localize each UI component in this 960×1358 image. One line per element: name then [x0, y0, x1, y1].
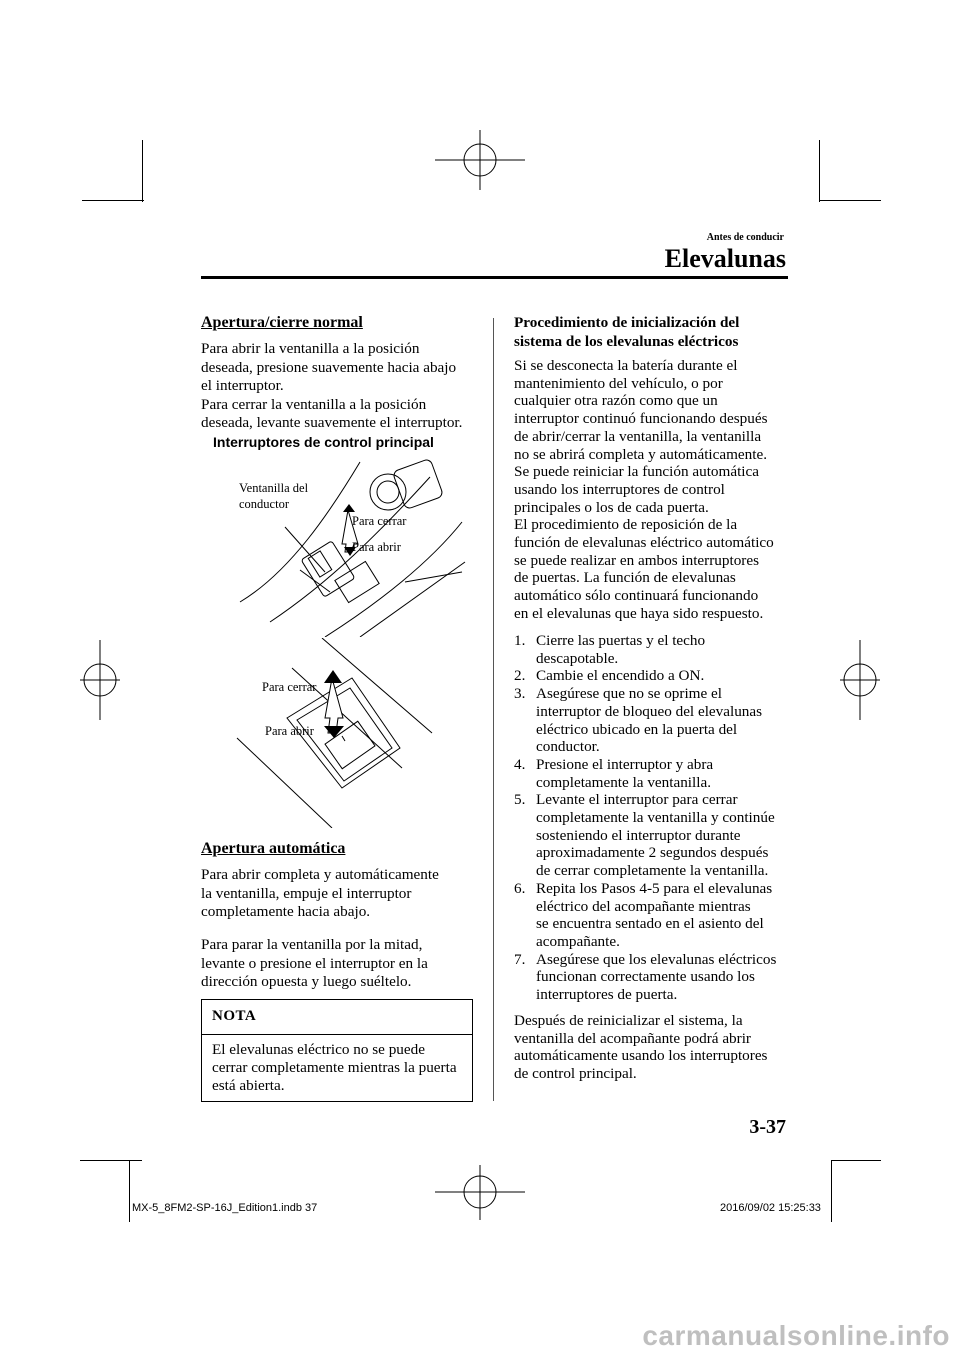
stop-midway-text: Para parar la ventanilla por la mitad, levante o presione el interruptor en la dirección opuesta y luego suéltelo. — [201, 936, 428, 991]
heading-normal-opening: Apertura/cierre normal — [201, 314, 363, 331]
column-divider — [493, 318, 494, 1101]
label-close-2: Para cerrar — [262, 680, 317, 694]
label-open-1: Para abrir — [352, 540, 401, 554]
heading-auto-opening: Apertura automática — [201, 840, 346, 857]
initialization-steps — [514, 632, 799, 1004]
auto-opening-text: Para abrir completa y automáticamente la ventanilla, empuje el interruptor completamente hacia abajo. — [201, 866, 439, 921]
list-item: 7. Asegúrese que los elevalunas eléctricos funcionan correctamente usando los interruptores de puerta. — [514, 950, 777, 1004]
header-rule — [201, 276, 788, 279]
section-label: Antes de conducir — [706, 232, 784, 243]
page-title: Elevalunas — [664, 244, 786, 273]
heading-initialization: Procedimiento de inicialización del sistema de los elevalunas eléctricos — [514, 314, 740, 350]
footer-timestamp: 2016/09/02 15:25:33 — [720, 1202, 821, 1214]
closing-text: Después de reinicializar el sistema, la ventanilla del acompañante podrá abrir automáticamente usando los interruptores de control principal. — [514, 1012, 768, 1083]
note-title: NOTA — [212, 1008, 257, 1024]
label-close-1: Para cerrar — [352, 514, 407, 528]
list-item: 5. Levante el interruptor para cerrar completamente la ventanilla y continúe sosteniendo el interruptor durante aproximadamente 2 segundos después de cerrar completamente la ventanilla. — [514, 791, 775, 880]
list-item: 4. Presione el interruptor y abra completamente la ventanilla. — [514, 755, 714, 791]
list-item: 1. Cierre las puertas y el techo descapotable. — [514, 632, 706, 667]
footer-file-info: MX-5_8FM2-SP-16J_Edition1.indb 37 — [132, 1202, 318, 1214]
switch-closeup-diagram — [232, 638, 442, 828]
diagram-caption: Interruptores de control principal — [213, 434, 434, 450]
initialization-intro: Si se desconecta la batería durante el mantenimiento del vehículo, o por cualquier otra razón como que un interruptor continuó funcionando después de abrir/cerrar la ventanilla, la ventanilla no se abrirá completa y automáticamente. Se puede reiniciar la función automática usando los interruptores de control principales o los de cada puerta. El procedimiento de reposición de la función de elevalunas eléctrico automático se puede realizar en ambos interruptores de puertas. La función de elevalunas automático sólo continuará funcionando en el elevalunas que haya sido respuesto. — [514, 357, 774, 622]
note-divider — [202, 1034, 472, 1035]
note-text: El elevalunas eléctrico no se puede cerrar completamente mientras la puerta está abierta. — [212, 1041, 457, 1094]
page-number: 3-37 — [749, 1116, 786, 1138]
list-item: 6. Repita los Pasos 4-5 para el elevalunas eléctrico del acompañante mientras se encuentra sentado en el asiento del acompañante. — [514, 879, 773, 950]
label-open-2: Para abrir — [265, 724, 314, 738]
normal-opening-text: Para abrir la ventanilla a la posición deseada, presione suavemente hacia abajo el interruptor. Para cerrar la ventanilla a la posición deseada, levante suavemente el interruptor. — [201, 340, 463, 432]
note-box — [201, 999, 473, 1102]
label-driver-window: Ventanilla del conductor — [239, 481, 309, 511]
list-item: 2. Cambie el encendido a ON. — [514, 667, 705, 685]
list-item: 3. Asegúrese que no se oprime el interruptor de bloqueo del elevalunas eléctrico ubicado en la puerta del conductor. — [514, 685, 763, 756]
watermark: carmanualsonline.info — [642, 1320, 950, 1351]
